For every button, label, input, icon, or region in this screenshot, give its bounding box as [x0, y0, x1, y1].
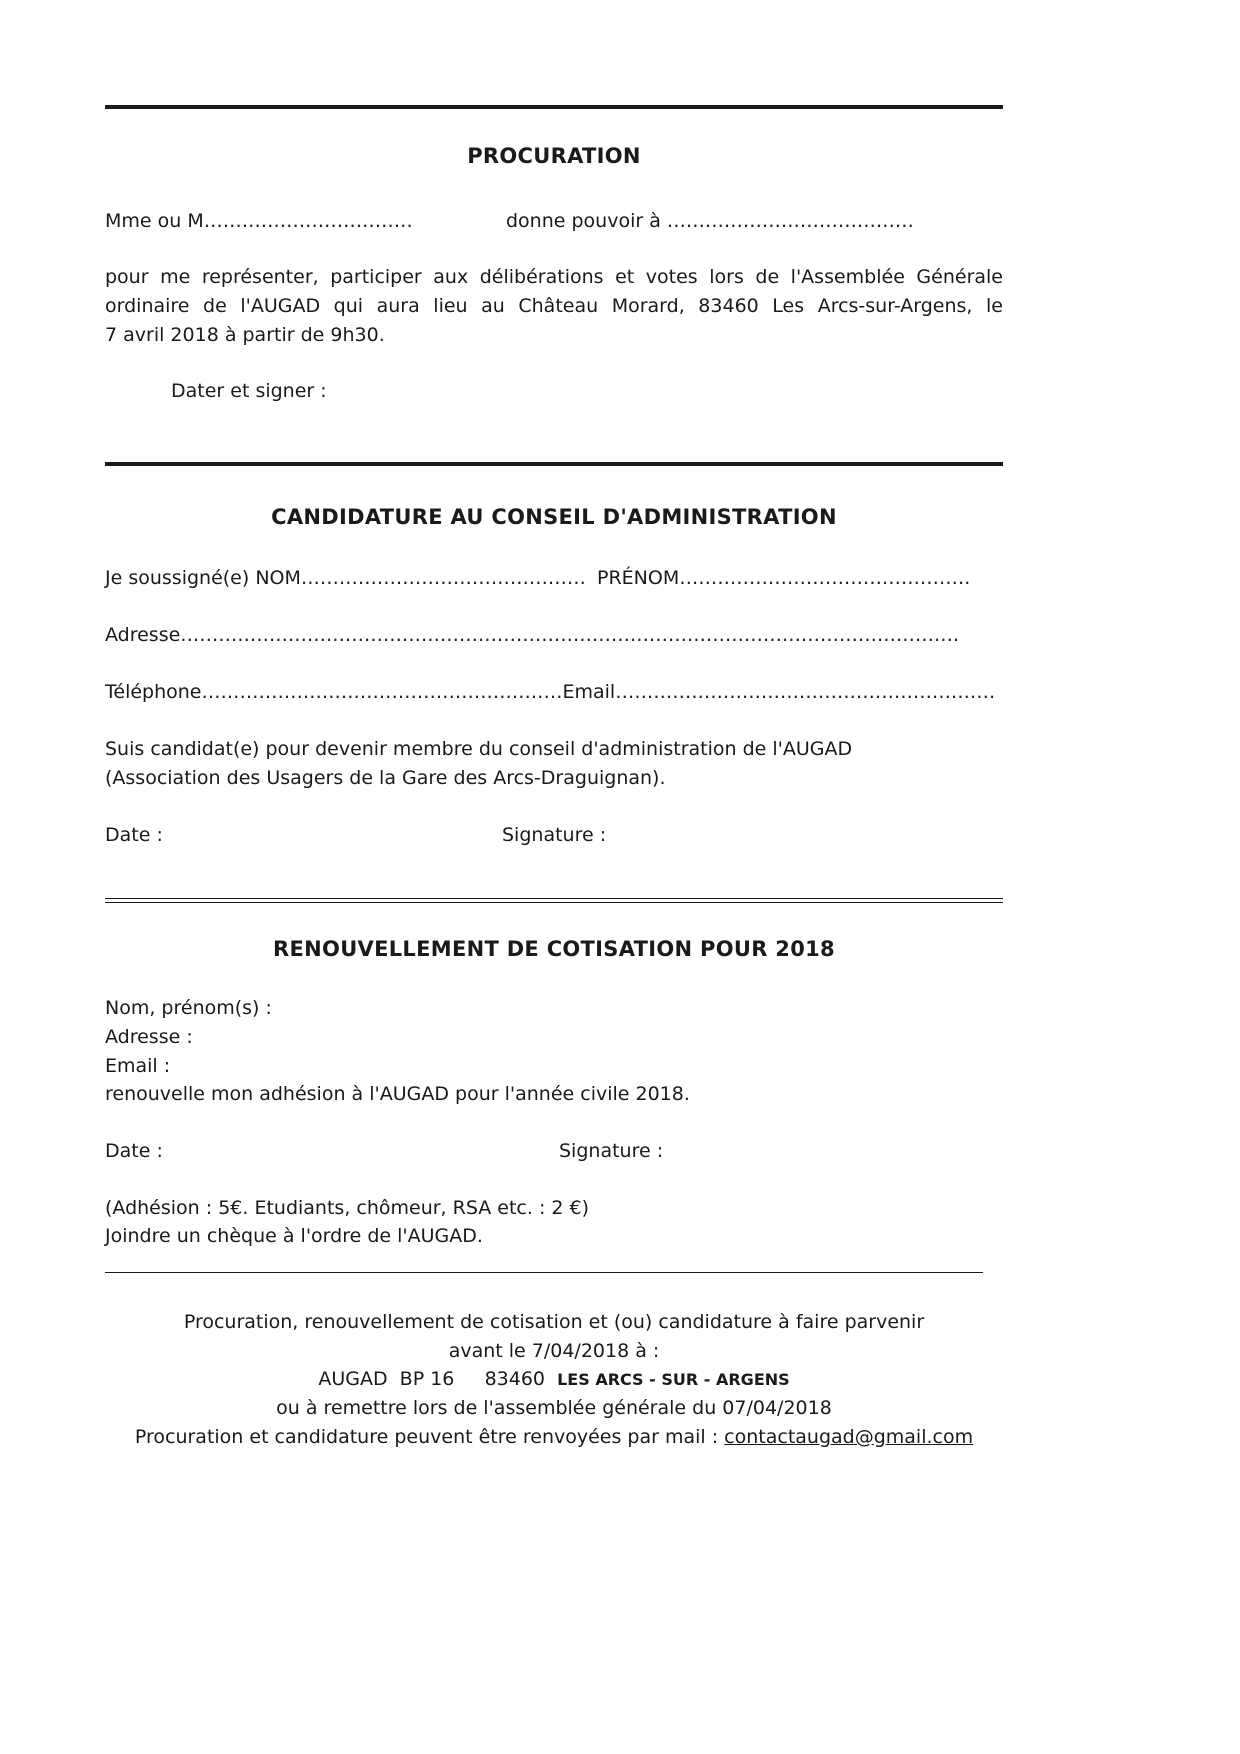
- footer-address-city: LES ARCS - SUR - ARGENS: [557, 1370, 790, 1389]
- footer-line: avant le 7/04/2018 à :: [448, 1340, 660, 1362]
- top-divider: [105, 105, 1003, 109]
- candidature-prenom-field: PRÉNOM……………………………………….: [597, 567, 971, 589]
- footer-mail-line: [105, 1423, 1003, 1452]
- cotisation-date-label: Date :: [105, 1140, 163, 1162]
- cotisation-email-label: Email :: [105, 1055, 171, 1077]
- candidature-telephone-email-field: Téléphone…………………………………………………Email……………………………………………………: [105, 681, 996, 703]
- footer-address-prefix: AUGAD BP 16 83460: [318, 1368, 558, 1390]
- contact-email-link[interactable]: contactaugad@gmail.com: [724, 1426, 974, 1448]
- cotisation-adhesion-text: (Adhésion : 5€. Etudiants, chômeur, RSA etc. : 2 €): [105, 1197, 590, 1219]
- section-divider-double: [105, 898, 1003, 903]
- cotisation-renouvelle-text: renouvelle mon adhésion à l'AUGAD pour l'année civile 2018.: [105, 1083, 690, 1105]
- procuration-body-line: ordinaire de l'AUGAD qui aura lieu au Château Morard, 83460 Les Arcs-sur-Argens, le: [105, 295, 1003, 317]
- footer-line: ou à remettre lors de l'assemblée générale du 07/04/2018: [276, 1397, 832, 1419]
- footer-address: [105, 1365, 1003, 1394]
- cotisation-title: RENOUVELLEMENT DE COTISATION POUR 2018: [273, 937, 835, 961]
- procuration-body-line: pour me représenter, participer aux délibérations et votes lors de l'Assemblée Générale: [105, 266, 1003, 288]
- footer-line: Procuration, renouvellement de cotisation et (ou) candidature à faire parvenir: [183, 1311, 925, 1333]
- procuration-body-line: 7 avril 2018 à partir de 9h30.: [105, 324, 385, 346]
- procuration-dater-signer: Dater et signer :: [171, 380, 327, 402]
- section-divider: [105, 462, 1003, 466]
- candidature-body-line: Suis candidat(e) pour devenir membre du conseil d'administration de l'AUGAD: [105, 738, 853, 760]
- cotisation-signature-label: Signature :: [559, 1140, 664, 1162]
- procuration-title: PROCURATION: [467, 144, 641, 168]
- candidature-adresse-field: Adresse……………………………………………………………………………………………………………: [105, 624, 960, 646]
- cotisation-cheque-text: Joindre un chèque à l'ordre de l'AUGAD.: [105, 1225, 483, 1247]
- candidature-body-line: (Association des Usagers de la Gare des Arcs-Draguignan).: [105, 767, 666, 789]
- procuration-mme-field: Mme ou M……………………………: [105, 210, 413, 232]
- candidature-signature-label: Signature :: [502, 824, 607, 846]
- candidature-title: CANDIDATURE AU CONSEIL D'ADMINISTRATION: [271, 505, 837, 529]
- candidature-date-label: Date :: [105, 824, 163, 846]
- footer-divider: [105, 1272, 983, 1273]
- cotisation-nom-label: Nom, prénom(s) :: [105, 997, 272, 1019]
- footer-mail-prefix: Procuration et candidature peuvent être renvoyées par mail :: [134, 1426, 725, 1448]
- procuration-donne-pouvoir-field: donne pouvoir à …………………………………: [506, 210, 914, 232]
- candidature-nom-field: Je soussigné(e) NOM………………………………………: [105, 567, 586, 589]
- cotisation-adresse-label: Adresse :: [105, 1026, 193, 1048]
- procuration-body: [105, 263, 1003, 350]
